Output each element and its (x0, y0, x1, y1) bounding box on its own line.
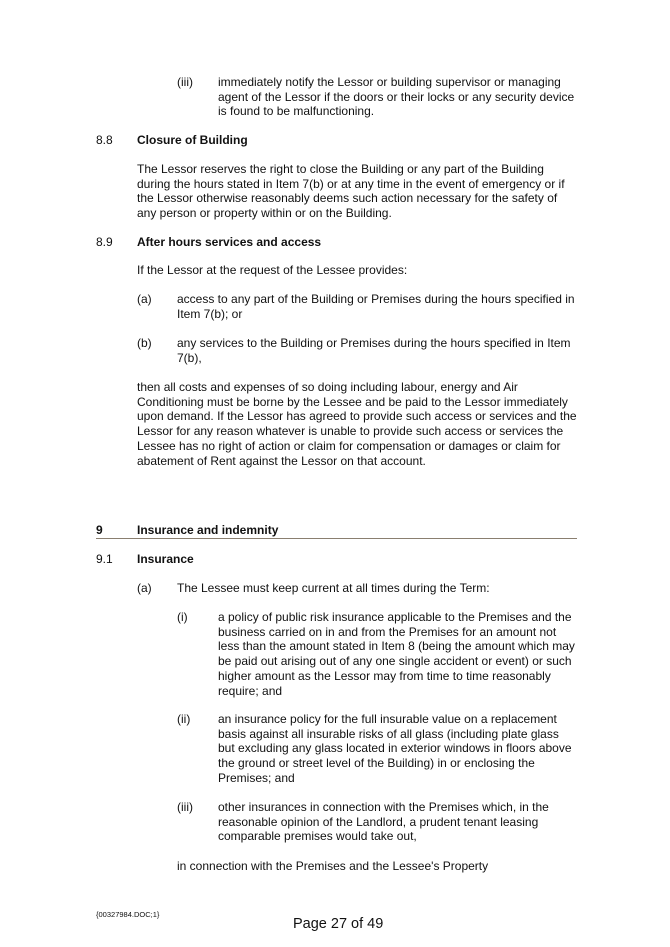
page-number: Page 27 of 49 (293, 916, 384, 932)
item-text: an insurance policy for the full insurable value on a replacement basis against all insurable risks of all glass (including plate glass but excluding any glass located in exterior windows in floors above the ground or street level of the Building) in or enclosing the Premises; and (218, 712, 572, 785)
section-heading: Insurance (137, 552, 194, 566)
section-number: 9.1 (96, 552, 113, 566)
item-label: (ii) (177, 712, 191, 726)
section-number: 8.9 (96, 235, 113, 249)
section-heading: Closure of Building (137, 133, 248, 147)
paragraph: The Lessor reserves the right to close the Building or any part of the Building during the hours stated in Item 7(b) or at any time in the event of emergency or if the Lessor otherwise reasonably deems such action necessary for the safety of any person or property within or on the Building. (137, 162, 565, 221)
item-text: other insurances in connection with the Premises which, in the reasonable opinion of the Landlord, a prudent tenant leasing comparable premises would take out, (218, 800, 549, 844)
heading-rule (96, 538, 577, 539)
item-text: The Lessee must keep current at all times during the Term: (177, 581, 490, 595)
item-label: (iii) (177, 75, 193, 89)
item-label: (a) (137, 292, 152, 306)
item-text: access to any part of the Building or Premises during the hours specified in Item 7(b); or (177, 292, 575, 321)
paragraph: If the Lessor at the request of the Lessee provides: (137, 263, 408, 277)
item-text: immediately notify the Lessor or building supervisor or managing agent of the Lessor if the doors or their locks or any security device is found to be malfunctioning. (218, 75, 575, 119)
item-label: (b) (137, 336, 152, 350)
item-text: any services to the Building or Premises during the hours specified in Item 7(b), (177, 336, 571, 365)
section-heading: Insurance and indemnity (137, 523, 279, 537)
section-number: 8.8 (96, 133, 113, 147)
paragraph: then all costs and expenses of so doing including labour, energy and Air Conditioning must be borne by the Lessee and be paid to the Lessor immediately upon demand. If the Lessor has agreed to provide such access or services and the Lessor for any reason whatever is unable to provide such access or services the Lessee has no right of action or claim for compensation or damages or claim for abatement of Rent against the Lessor on that account. (137, 380, 577, 468)
item-label: (iii) (177, 800, 193, 814)
item-text: a policy of public risk insurance applicable to the Premises and the business carried on in and from the Premises for an amount not less than the amount stated in Item 8 (being the amount which may be paid out arising out of any one single accident or event) or such higher amount as the Lessor may from time to time reasonably require; and (218, 610, 575, 698)
paragraph: in connection with the Premises and the Lessee's Property (177, 859, 489, 873)
section-number: 9 (96, 523, 103, 537)
item-label: (a) (137, 581, 152, 595)
section-heading: After hours services and access (137, 235, 322, 249)
item-label: (i) (177, 610, 188, 624)
document-reference: {00327984.DOC;1} (96, 910, 160, 919)
